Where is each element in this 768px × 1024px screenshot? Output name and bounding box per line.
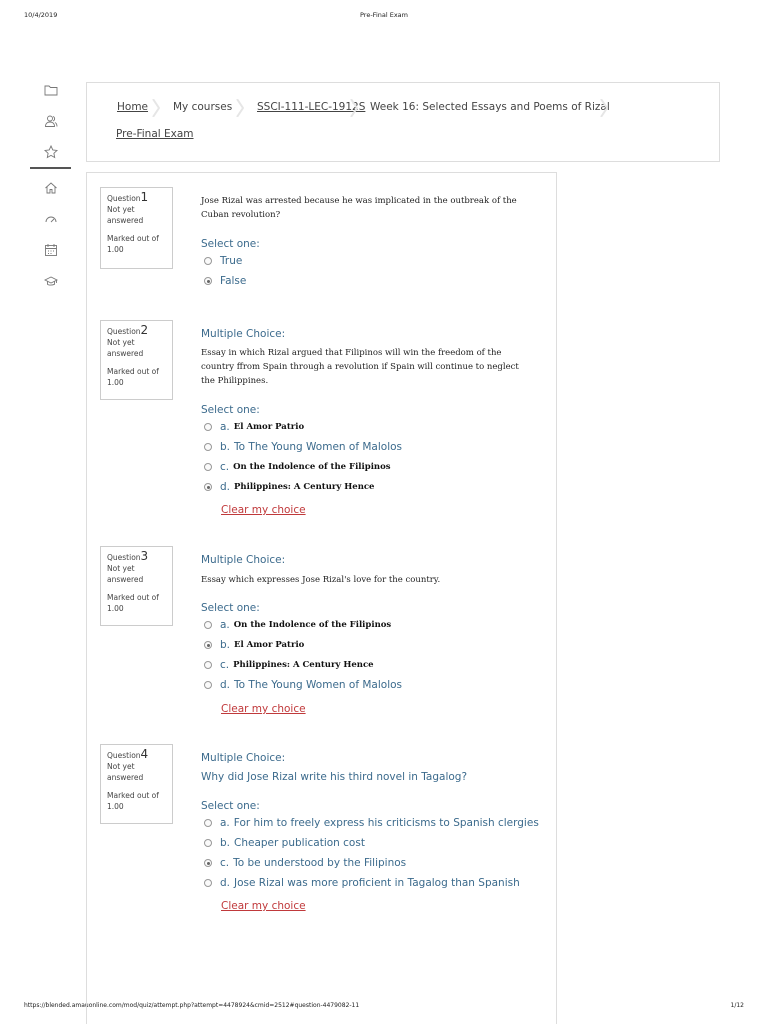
select-one-label: Select one: — [201, 238, 260, 250]
radio-button[interactable] — [204, 819, 212, 827]
radio-button-checked[interactable] — [204, 277, 212, 285]
option-text: On the Indolence of the Filipinos — [233, 462, 391, 472]
chevron-right-icon — [600, 99, 608, 117]
question-status: Not yet answered — [107, 338, 144, 358]
clear-choice-link[interactable]: Clear my choice — [221, 900, 306, 912]
answer-option[interactable]: b. El Amor Patrio — [204, 639, 304, 651]
question-type: Multiple Choice: — [201, 328, 286, 340]
radio-button-checked[interactable] — [204, 641, 212, 649]
breadcrumb — [86, 82, 720, 162]
radio-button[interactable] — [204, 463, 212, 471]
question-marks: Marked out of 1.00 — [107, 367, 159, 387]
breadcrumb-home[interactable]: Home — [117, 101, 149, 113]
option-text: Jose Rizal was more proficient in Tagalog than Spanish — [234, 877, 520, 889]
option-text: To The Young Women of Malolos — [234, 679, 403, 691]
radio-button[interactable] — [204, 443, 212, 451]
answer-option[interactable]: c. On the Indolence of the Filipinos — [204, 461, 391, 473]
breadcrumb-exam[interactable]: Pre-Final Exam — [116, 128, 194, 140]
question-status: Not yet answered — [107, 205, 144, 225]
question-number: 1 — [140, 190, 149, 204]
folder-icon[interactable] — [30, 74, 71, 105]
radio-button[interactable] — [204, 661, 212, 669]
question-text: Why did Jose Rizal write his third novel in Tagalog? — [201, 771, 468, 783]
answer-option[interactable]: c. To be understood by the Filipinos — [204, 857, 406, 869]
question-label: Question — [107, 751, 141, 760]
question-label: Question — [107, 194, 141, 203]
radio-button[interactable] — [204, 839, 212, 847]
answer-option[interactable]: d. To The Young Women of Malolos — [204, 679, 402, 691]
question-type: Multiple Choice: — [201, 554, 286, 566]
question-text: Essay in which Rizal argued that Filipinos will win the freedom of the country ffrom Spain through a revolution if Spain will continue to neglect the Philippines. — [201, 348, 519, 386]
question-info — [100, 187, 173, 269]
select-one-label: Select one: — [201, 800, 260, 812]
radio-button-checked[interactable] — [204, 859, 212, 867]
radio-button[interactable] — [204, 423, 212, 431]
select-one-label: Select one: — [201, 404, 260, 416]
question-marks: Marked out of 1.00 — [107, 791, 159, 811]
question-number: 3 — [140, 549, 149, 563]
print-page-number: 1/12 — [730, 1002, 744, 1009]
print-title: Pre-Final Exam — [360, 11, 408, 19]
chevron-right-icon — [236, 99, 244, 117]
nav-divider — [30, 167, 71, 169]
question-number: 4 — [140, 747, 149, 761]
question-status: Not yet answered — [107, 564, 144, 584]
question-text: Jose Rizal was arrested because he was implicated in the outbreak of the Cuban revolution? — [201, 196, 517, 220]
option-text: False — [220, 275, 247, 287]
answer-option[interactable]: a. On the Indolence of the Filipinos — [204, 619, 391, 631]
print-date: 10/4/2019 — [24, 11, 58, 19]
answer-option[interactable] — [204, 255, 242, 267]
question-text: Essay which expresses Jose Rizal's love for the country. — [201, 575, 441, 585]
option-text: El Amor Patrio — [233, 422, 305, 432]
question-label: Question — [107, 327, 141, 336]
sidebar-nav — [30, 74, 71, 296]
question-number: 2 — [140, 323, 149, 337]
select-one-label: Select one: — [201, 602, 260, 614]
chevron-right-icon — [350, 99, 358, 117]
option-text: Philippines: A Century Hence — [234, 482, 375, 492]
print-url: https://blended.amauonline.com/mod/quiz/attempt.php?attempt=4478924&cmid=2512#question-4479082-11 — [24, 1002, 360, 1009]
option-text: To be understood by the Filipinos — [233, 857, 407, 869]
users-icon[interactable] — [30, 105, 71, 136]
answer-option[interactable]: d. Jose Rizal was more proficient in Tagalog than Spanish — [204, 877, 520, 889]
answer-option[interactable]: b. Cheaper publication cost — [204, 837, 365, 849]
breadcrumb-my-courses[interactable]: My courses — [173, 101, 233, 113]
answer-option[interactable]: c. Philippines: A Century Hence — [204, 659, 374, 671]
option-text: True — [220, 255, 243, 267]
answer-option[interactable]: d. Philippines: A Century Hence — [204, 481, 374, 493]
question-status: Not yet answered — [107, 762, 144, 782]
option-text: El Amor Patrio — [234, 640, 305, 650]
star-icon[interactable] — [30, 136, 71, 167]
breadcrumb-course[interactable]: SSCI-111-LEC-1912S — [257, 101, 366, 113]
home-icon[interactable] — [30, 172, 71, 203]
question-info — [100, 744, 173, 824]
radio-button[interactable] — [204, 621, 212, 629]
breadcrumb-week[interactable]: Week 16: Selected Essays and Poems of Rizal — [370, 101, 610, 113]
question-type: Multiple Choice: — [201, 752, 286, 764]
radio-button[interactable] — [204, 681, 212, 689]
radio-button-checked[interactable] — [204, 483, 212, 491]
dashboard-icon[interactable] — [30, 203, 71, 234]
option-text: Philippines: A Century Hence — [233, 660, 374, 670]
answer-option[interactable]: b. To The Young Women of Malolos — [204, 441, 402, 453]
question-marks: Marked out of 1.00 — [107, 234, 159, 254]
question-info — [100, 546, 173, 626]
clear-choice-link[interactable]: Clear my choice — [221, 504, 306, 516]
clear-choice-link[interactable]: Clear my choice — [221, 703, 306, 715]
option-text: Cheaper publication cost — [234, 837, 365, 849]
option-text: On the Indolence of the Filipinos — [233, 620, 392, 630]
question-info — [100, 320, 173, 400]
question-label: Question — [107, 553, 141, 562]
answer-option[interactable]: a. El Amor Patrio — [204, 421, 304, 433]
radio-button[interactable] — [204, 257, 212, 265]
radio-button[interactable] — [204, 879, 212, 887]
chevron-right-icon — [152, 99, 160, 117]
option-text: For him to freely express his criticisms to Spanish clergies — [233, 817, 539, 829]
option-text: To The Young Women of Malolos — [234, 441, 403, 453]
question-marks: Marked out of 1.00 — [107, 593, 159, 613]
graduation-cap-icon[interactable] — [30, 265, 71, 296]
answer-option[interactable]: a. For him to freely express his criticisms to Spanish clergies — [204, 817, 539, 829]
answer-option[interactable] — [204, 275, 246, 287]
calendar-icon[interactable] — [30, 234, 71, 265]
